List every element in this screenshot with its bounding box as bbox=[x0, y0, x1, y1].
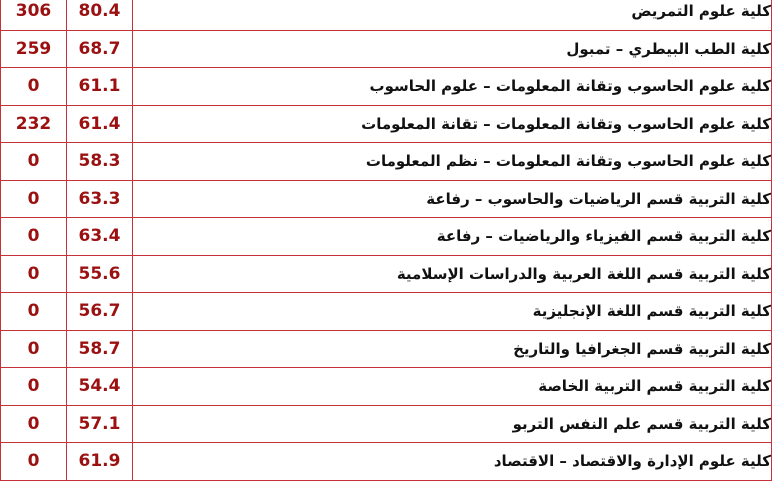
table-row bbox=[1, 30, 772, 68]
seat-count-cell: 0 bbox=[1, 368, 67, 406]
seat-count-cell: 0 bbox=[1, 180, 67, 218]
min-score-cell: 80.4 bbox=[67, 0, 133, 30]
seat-count-cell: 0 bbox=[1, 143, 67, 181]
min-score-cell: 58.7 bbox=[67, 330, 133, 368]
college-name-cell: كلية علوم الحاسوب وتقانة المعلومات – تقانة المعلومات bbox=[133, 105, 772, 143]
seat-count-cell: 0 bbox=[1, 68, 67, 106]
min-score-cell: 63.3 bbox=[67, 180, 133, 218]
seat-count-cell: 0 bbox=[1, 330, 67, 368]
min-score-cell: 61.9 bbox=[67, 443, 133, 481]
table-row bbox=[1, 368, 772, 406]
college-name-cell: كلية علوم الحاسوب وتقانة المعلومات – علوم الحاسوب bbox=[133, 68, 772, 106]
min-score-cell: 68.7 bbox=[67, 30, 133, 68]
college-name-cell: كلية التربية قسم الجغرافيا والتاريخ bbox=[133, 330, 772, 368]
college-name-cell: كلية علوم الإدارة والاقتصاد – الاقتصاد bbox=[133, 443, 772, 481]
min-score-cell: 61.4 bbox=[67, 105, 133, 143]
college-name-cell: كلية علوم الحاسوب وتقانة المعلومات – نظم المعلومات bbox=[133, 143, 772, 181]
college-name-cell: كلية التربية قسم التربية الخاصة bbox=[133, 368, 772, 406]
college-name-cell: كلية الطب البيطري – تمبول bbox=[133, 30, 772, 68]
table-row bbox=[1, 293, 772, 331]
min-score-cell: 58.3 bbox=[67, 143, 133, 181]
min-score-cell: 63.4 bbox=[67, 218, 133, 256]
min-score-cell: 55.6 bbox=[67, 255, 133, 293]
college-name-cell: كلية التربية قسم اللغة العربية والدراسات الإسلامية bbox=[133, 255, 772, 293]
seat-count-cell: 0 bbox=[1, 255, 67, 293]
table-row bbox=[1, 443, 772, 481]
seat-count-cell: 0 bbox=[1, 443, 67, 481]
seat-count-cell: 306 bbox=[1, 0, 67, 30]
seat-count-cell: 232 bbox=[1, 105, 67, 143]
college-name-cell: كلية التربية قسم الفيزياء والرياضيات – رفاعة bbox=[133, 218, 772, 256]
seat-count-cell: 259 bbox=[1, 30, 67, 68]
table-row bbox=[1, 405, 772, 443]
seat-count-cell: 0 bbox=[1, 405, 67, 443]
seat-count-cell: 0 bbox=[1, 218, 67, 256]
seat-count-cell: 0 bbox=[1, 293, 67, 331]
table-row bbox=[1, 143, 772, 181]
college-name-cell: كلية التربية قسم اللغة الإنجليزية bbox=[133, 293, 772, 331]
min-score-cell: 61.1 bbox=[67, 68, 133, 106]
min-score-cell: 56.7 bbox=[67, 293, 133, 331]
college-name-cell: كلية التربية قسم علم النفس التربو bbox=[133, 405, 772, 443]
table-row bbox=[1, 255, 772, 293]
college-name-cell: كلية التربية قسم الرياضيات والحاسوب – رفاعة bbox=[133, 180, 772, 218]
min-score-cell: 57.1 bbox=[67, 405, 133, 443]
table-row bbox=[1, 218, 772, 256]
table-row bbox=[1, 68, 772, 106]
min-score-cell: 54.4 bbox=[67, 368, 133, 406]
table-row bbox=[1, 0, 772, 30]
table-row bbox=[1, 105, 772, 143]
table-row bbox=[1, 330, 772, 368]
table-row bbox=[1, 180, 772, 218]
admission-table-body bbox=[1, 0, 772, 480]
college-name-cell: كلية علوم التمريض bbox=[133, 0, 772, 30]
